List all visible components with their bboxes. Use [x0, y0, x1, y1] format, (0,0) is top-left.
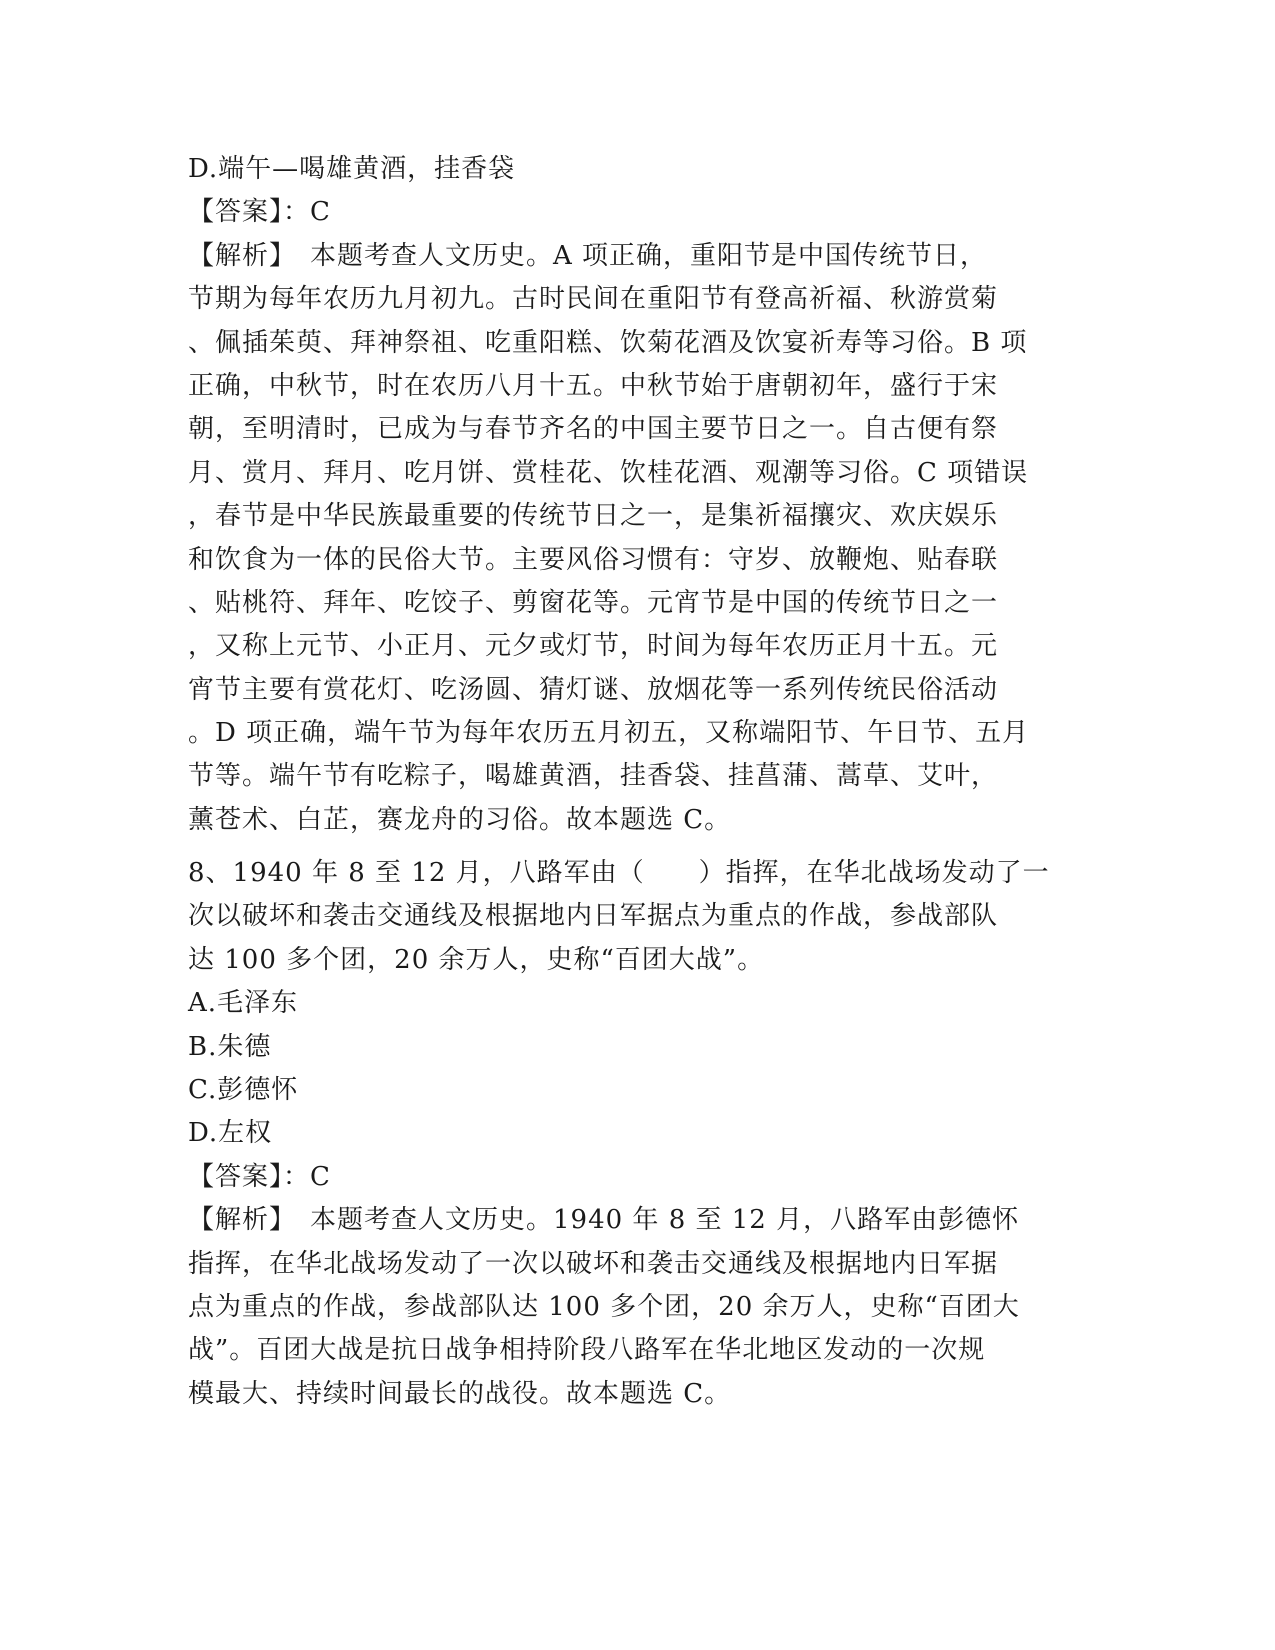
- option-d: D.端午—喝雄黄酒，挂香袋: [188, 154, 516, 184]
- explanation-line: 朝，至明清时，已成为与春节齐名的中国主要节日之一。自古便有祭: [188, 414, 999, 445]
- explanation-line: 战”。百团大战是抗日战争相持阶段八路军在华北地区发动的一次规: [188, 1335, 986, 1366]
- explanation-line: 、贴桃符、拜年、吃饺子、剪窗花等。元宵节是中国的传统节日之一: [188, 587, 999, 618]
- explanation-line: 指挥，在华北战场发动了一次以破坏和袭击交通线及根据地内日军据: [188, 1248, 999, 1279]
- explanation-line: 月、赏月、拜月、吃月饼、赏桂花、饮桂花酒、观潮等习俗。C 项错误: [188, 457, 1029, 488]
- explanation-line: 模最大、持续时间最长的战役。故本题选 C。: [188, 1378, 732, 1409]
- explanation-line: 、佩插茱萸、拜神祭祖、吃重阳糕、饮菊花酒及饮宴祈寿等习俗。B 项: [188, 327, 1028, 358]
- explanation-line: ，春节是中华民族最重要的传统节日之一，是集祈福攘灾、欢庆娱乐: [188, 501, 999, 532]
- explanation-line: 【解析】 本题考查人文历史。A 项正确，重阳节是中国传统节日，: [188, 240, 988, 271]
- previous-question-section: [188, 148, 1088, 842]
- explanation-line: ，又称上元节、小正月、元夕或灯节，时间为每年农历正月十五。元: [188, 631, 999, 662]
- option-a: A.毛泽东: [188, 988, 299, 1019]
- explanation-line: 。D 项正确，端午节为每年农历五月初五，又称端阳节、午日节、五月: [188, 718, 1030, 749]
- explanation-line: 【解析】 本题考查人文历史。1940 年 8 至 12 月，八路军由彭德怀: [188, 1205, 1020, 1236]
- option-b: B.朱德: [188, 1031, 272, 1062]
- explanation-line: 和饮食为一体的民俗大节。主要风俗习惯有：守岁、放鞭炮、贴春联: [188, 544, 999, 575]
- stem-line: 达 100 多个团，20 余万人，史称“百团大战”。: [188, 944, 765, 975]
- explanation: [188, 1199, 1088, 1416]
- answer-line: 【答案】：C: [188, 1161, 331, 1192]
- option-d: D.左权: [188, 1118, 273, 1149]
- stem-line: 次以破坏和袭击交通线及根据地内日军据点为重点的作战，参战部队: [188, 901, 999, 932]
- explanation-line: 正确，中秋节，时在农历八月十五。中秋节始于唐朝初年，盛行于宋: [188, 370, 999, 401]
- explanation-line: 宵节主要有赏花灯、吃汤圆、猜灯谜、放烟花等一系列传统民俗活动: [188, 674, 999, 705]
- explanation-line: 薰苍术、白芷，赛龙舟的习俗。故本题选 C。: [188, 804, 732, 835]
- stem-line: 8、1940 年 8 至 12 月，八路军由（ ）指挥，在华北战场发动了一: [188, 858, 1050, 888]
- explanation-line: 节期为每年农历九月初九。古时民间在重阳节有登高祈福、秋游赏菊: [188, 284, 999, 315]
- answer-line: 【答案】：C: [188, 197, 331, 228]
- options-list: [188, 982, 1088, 1156]
- explanation-line: 点为重点的作战，参战部队达 100 多个团，20 余万人，史称“百团大: [188, 1291, 1020, 1322]
- explanation-line: 节等。端午节有吃粽子，喝雄黄酒，挂香袋、挂菖蒲、蒿草、艾叶，: [188, 761, 999, 792]
- option-c: C.彭德怀: [188, 1074, 299, 1105]
- question-stem: [188, 852, 1088, 982]
- explanation: [188, 235, 1088, 842]
- question-8-section: [188, 852, 1088, 1416]
